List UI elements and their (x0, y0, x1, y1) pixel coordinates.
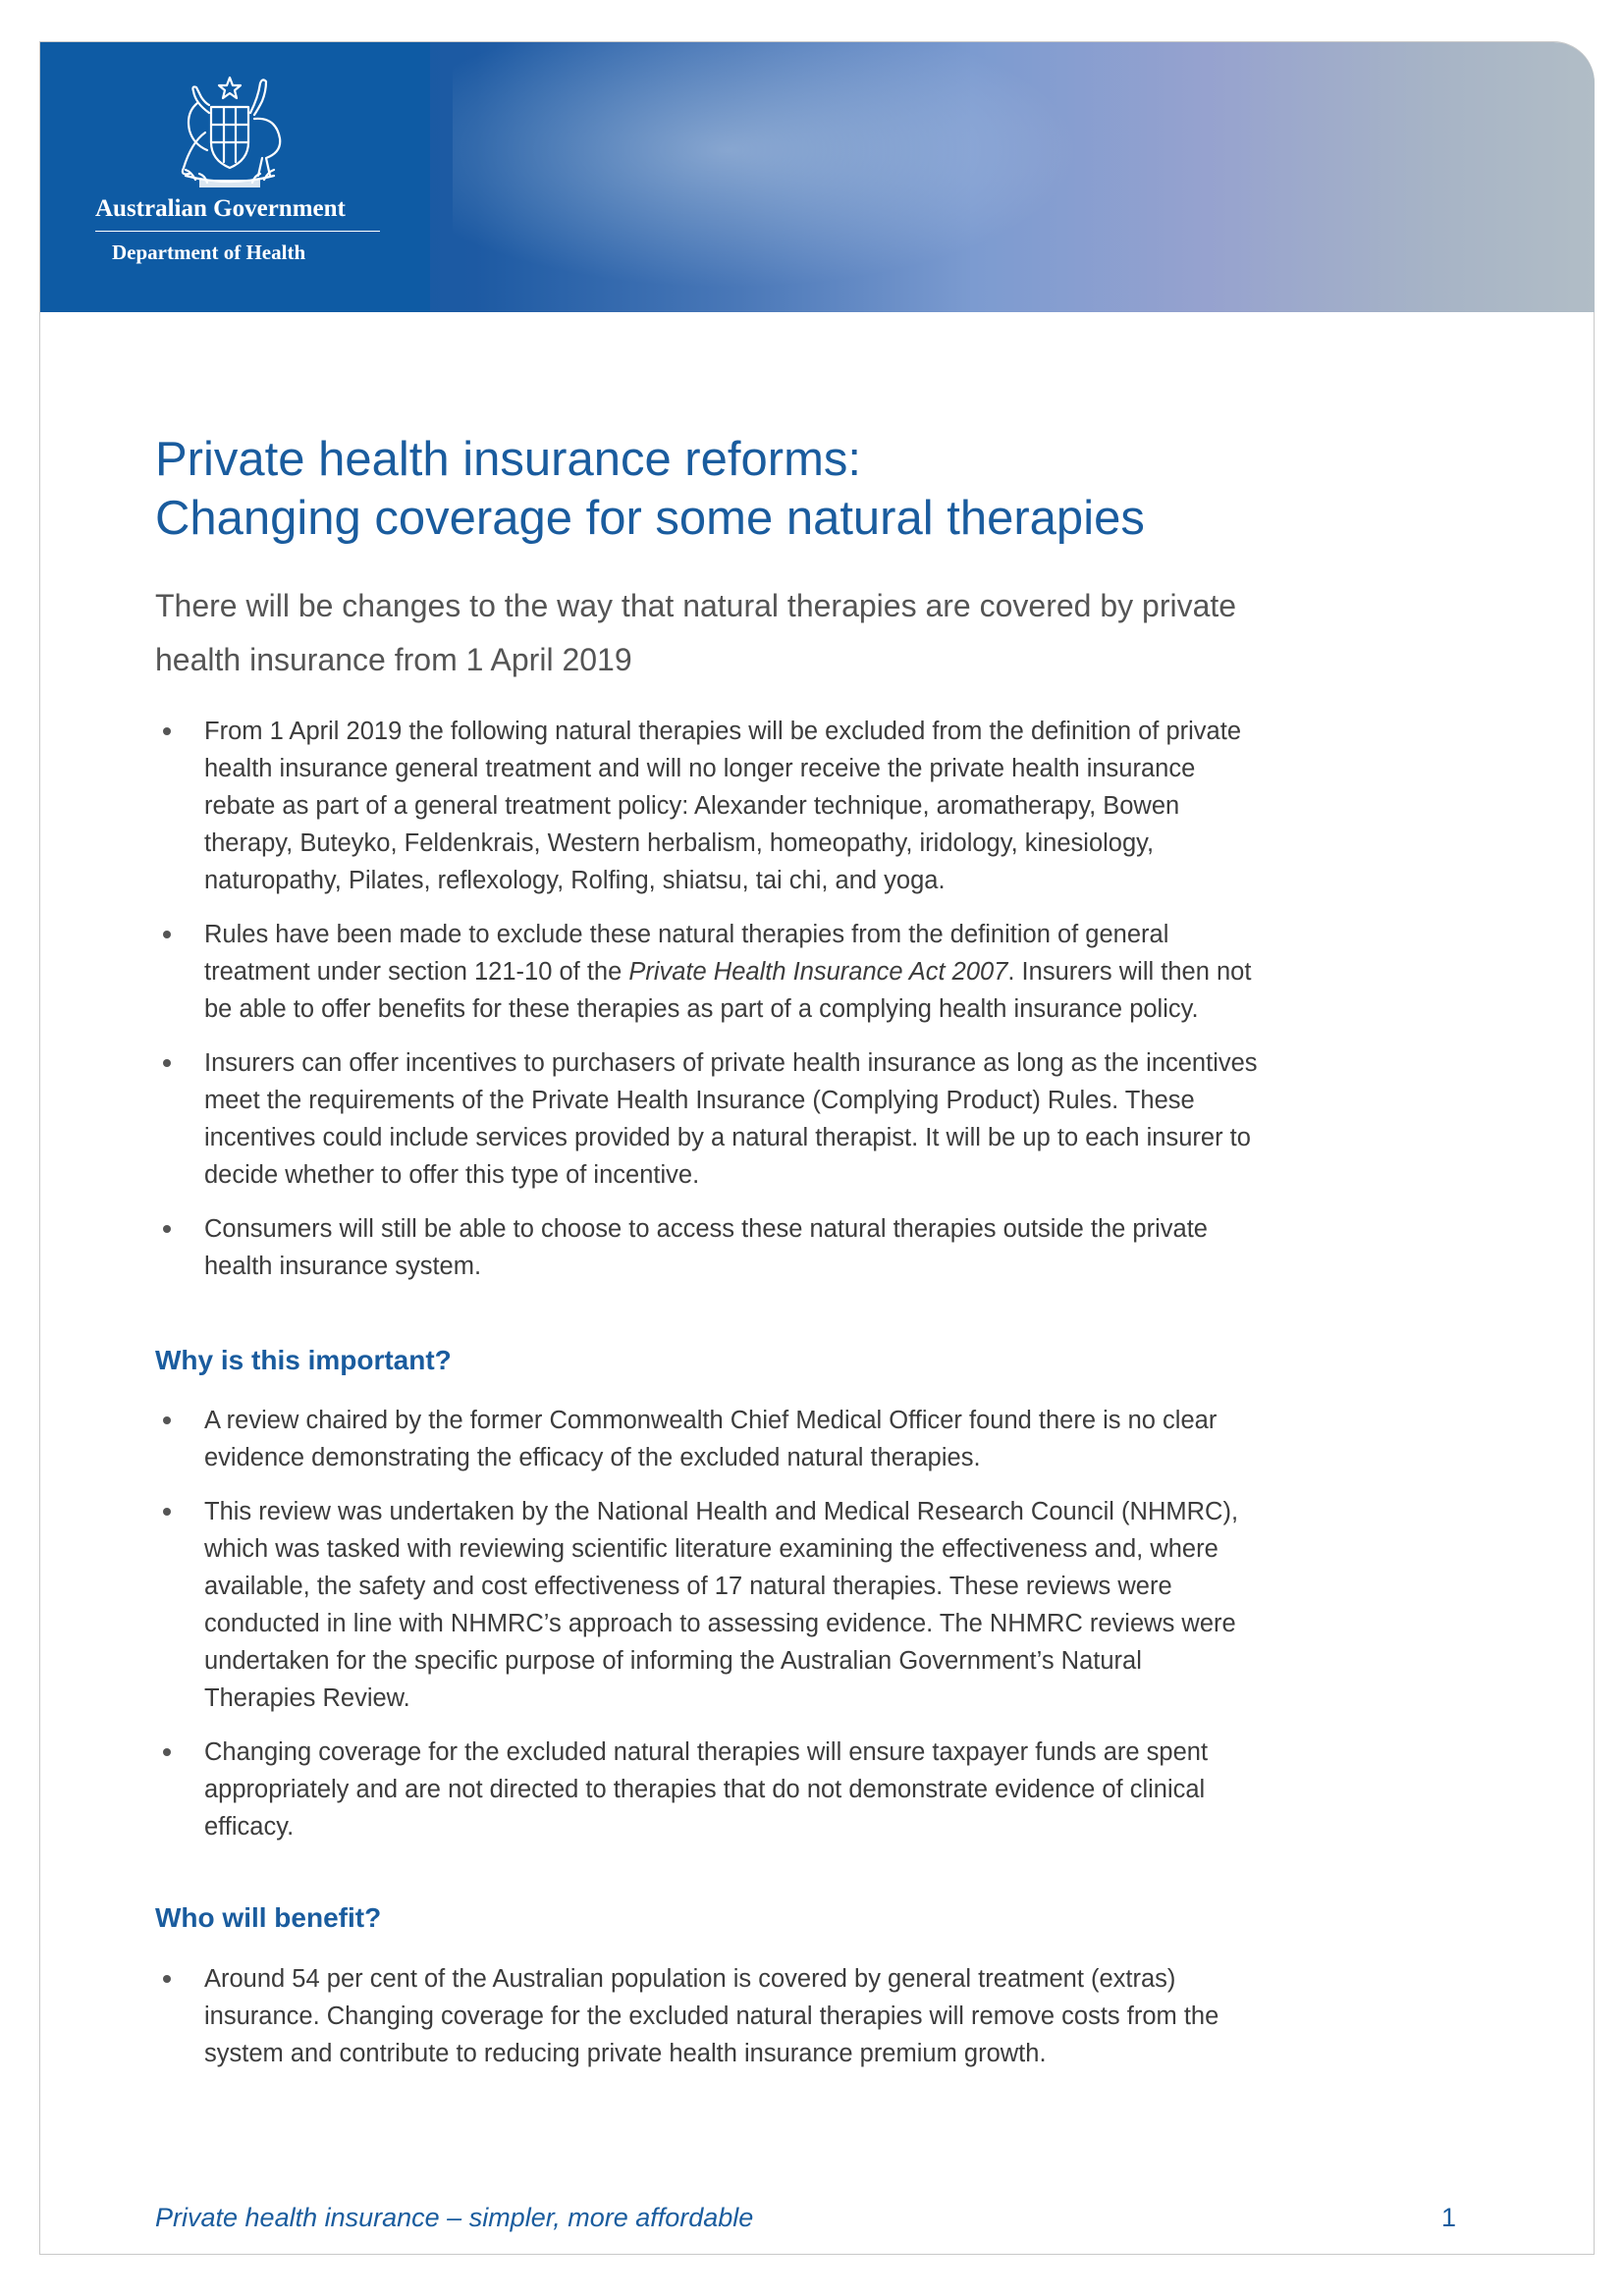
subtitle-line-2: health insurance from 1 April 2019 (155, 642, 632, 677)
list-item: A review chaired by the former Commonwealth Chief Medical Officer found there is no clear evidence demonstrating the efficacy of the excluded natural therapies. (155, 1402, 1432, 1476)
bullet-icon (163, 1975, 171, 1983)
intro-bullet-list (155, 713, 1432, 1302)
section-heading-why: Why is this important? (155, 1345, 452, 1375)
why-bullet-list (155, 1402, 1432, 1862)
page-title (155, 430, 1510, 548)
list-item: Consumers will still be able to choose to access these natural therapies outside the private health insurance system. (155, 1210, 1432, 1285)
bullet-icon (163, 1059, 171, 1067)
bullet-icon (163, 1416, 171, 1424)
who-bullet-list (155, 1960, 1432, 2089)
bullet-icon (163, 1225, 171, 1233)
list-item: This review was undertaken by the National Health and Medical Research Council (NHMRC), which was tasked with reviewing scientific literature examining the effectiveness and, where available, the safety and cost effectiveness of 17 natural therapies. These reviews were conducted in line with NHMRC’s approach to assessing evidence. The NHMRC reviews were undertaken for the specific purpose of informing the Australian Government’s Natural Therapies Review. (155, 1493, 1432, 1717)
page-number: 1 (1441, 2203, 1457, 2232)
government-logo (40, 42, 430, 312)
list-item: Rules have been made to exclude these natural therapies from the definition of general treatment under section 121-10 of the Private Health Insurance Act 2007. Insurers will then not be able to offer benefits for these therapies as part of a complying health insurance policy. (155, 916, 1432, 1028)
banner-highlight (453, 42, 1140, 312)
footer-tagline: Private health insurance – simpler, more affordable (155, 2203, 754, 2232)
list-item: From 1 April 2019 the following natural therapies will be excluded from the definition of private health insurance general treatment and will no longer receive the private health insurance rebate as part of a general treatment policy: Alexander technique, aromatherapy, Bowen therapy, Buteyko, Feldenkrais, Western herbalism, homeopathy, iridology, kinesiology, naturopathy, Pilates, reflexology, Rolfing, shiatsu, tai chi, and yoga. (155, 713, 1432, 899)
bullet-icon (163, 1748, 171, 1756)
list-item: Around 54 per cent of the Australian population is covered by general treatment (extras) insurance. Changing coverage for the excluded natural therapies will remove costs from the system and contribute to reducing private health insurance premium growth. (155, 1960, 1432, 2072)
government-name: Australian Government (95, 195, 380, 232)
coat-of-arms-icon (156, 74, 303, 191)
bullet-icon (163, 1508, 171, 1516)
title-line-2: Changing coverage for some natural therapies (155, 492, 1145, 545)
header-banner (40, 42, 1595, 312)
department-name: Department of Health (112, 240, 306, 264)
subtitle-line-1: There will be changes to the way that natural therapies are covered by private (155, 588, 1237, 623)
page-subtitle (155, 579, 1432, 687)
title-line-1: Private health insurance reforms: (155, 433, 861, 486)
act-title: Private Health Insurance Act 2007 (628, 958, 1008, 986)
bullet-icon (163, 727, 171, 735)
section-heading-who: Who will benefit? (155, 1902, 382, 1933)
list-item: Insurers can offer incentives to purchasers of private health insurance as long as the incentives meet the requirements of the Private Health Insurance (Complying Product) Rules. These incentives could include services provided by a natural therapist. It will be up to each insurer to decide whether to offer this type of incentive. (155, 1044, 1432, 1194)
list-item: Changing coverage for the excluded natural therapies will ensure taxpayer funds are spent appropriately and are not directed to therapies that do not demonstrate evidence of clinical efficacy. (155, 1734, 1432, 1845)
bullet-icon (163, 931, 171, 938)
